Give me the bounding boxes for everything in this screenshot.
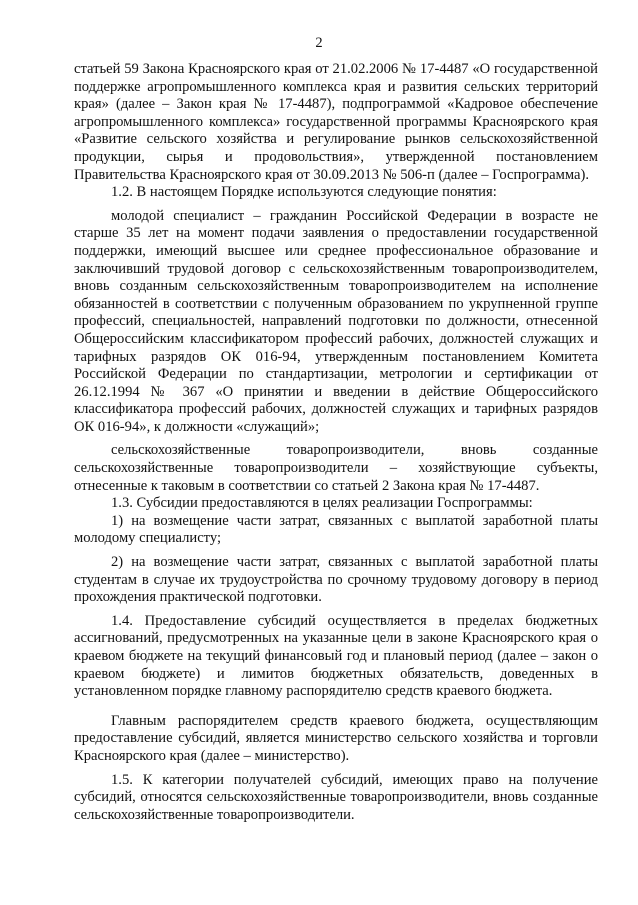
document-body xyxy=(74,61,598,824)
paragraph-young-specialist-definition: молодой специалист – гражданин Российской Федерации в возрасте не старше 35 лет на момент подачи заявления о предоставлении государственной поддержки, имеющий высшее или среднее профессиональное образование и заключивший трудовой договор с сельскохозяйственным товаропроизводителем, вновь созданным сельскохозяйственным товаропроизводителем на исполнение обязанностей в соответствии с полученным образованием по укрупненной группе профессий, специальностей, направлений подготовки по должности, отнесенной Общероссийским классификатором профессий рабочих, должностей служащих и тарифных разрядов ОК 016-94, утвержденным постановлением Комитета Российской Федерации по стандартизации, метрологии и сертификации от 26.12.1994 № 367 «О принятии и введении в действие Общероссийского классификатора профессий рабочих, должностей служащих и тарифных разрядов ОК 016-94», к должности «служащий»; xyxy=(74,207,598,435)
paragraph-intro-continuation: статьей 59 Закона Красноярского края от 21.02.2006 № 17-4487 «О государственной поддержке агропромышленного комплекса края и развития сельских территорий края» (далее – Закон края № 17-4487), подпрограммой «Кадровое обеспечение агропромышленного комплекса» государственной программы Красноярского края «Развитие сельского хозяйства и регулирование рынков сельскохозяйственной продукции, сырья и продовольствия», утвержденной постановлением Правительства Красноярского края от 30.09.2013 № 506-п (далее – Госпрограмма). xyxy=(74,61,598,183)
paragraph-1-3-heading: 1.3. Субсидии предоставляются в целях реализации Госпрограммы: xyxy=(111,495,533,512)
paragraph-item-1: 1) на возмещение части затрат, связанных с выплатой заработной платы молодому специалисту; xyxy=(74,512,598,547)
paragraph-item-2: 2) на возмещение части затрат, связанных с выплатой заработной платы студентам в случае их трудоустройства по срочному трудовому договору в период прохождения практической подготовки. xyxy=(74,554,598,606)
paragraph-producers-definition: сельскохозяйственные товаропроизводители, вновь созданные сельскохозяйственные товаропроизводители – хозяйствующие субъекты, отнесенные к таковым в соответствии со статьей 2 Закона края № 17-4487. xyxy=(74,442,598,494)
paragraph-chief-administrator: Главным распорядителем средств краевого бюджета, осуществляющим предоставление субсидий, является министерство сельского хозяйства и торговли Красноярского края (далее – министерство). xyxy=(74,712,598,764)
paragraph-1-4: 1.4. Предоставление субсидий осуществляется в пределах бюджетных ассигнований, предусмотренных на указанные цели в законе Красноярского края о краевом бюджете на текущий финансовый год и плановый период (далее – закон о краевом бюджете) и лимитов бюджетных обязательств, доведенных в установленном порядке главному распорядителю средств краевого бюджета. xyxy=(74,612,598,700)
paragraph-1-2-heading: 1.2. В настоящем Порядке используются следующие понятия: xyxy=(111,184,497,201)
page-number: 2 xyxy=(315,35,323,51)
paragraph-1-5: 1.5. К категории получателей субсидий, имеющих право на получение субсидий, относятся сельскохозяйственные товаропроизводители, вновь созданные сельскохозяйственные товаропроизводители. xyxy=(74,771,598,823)
